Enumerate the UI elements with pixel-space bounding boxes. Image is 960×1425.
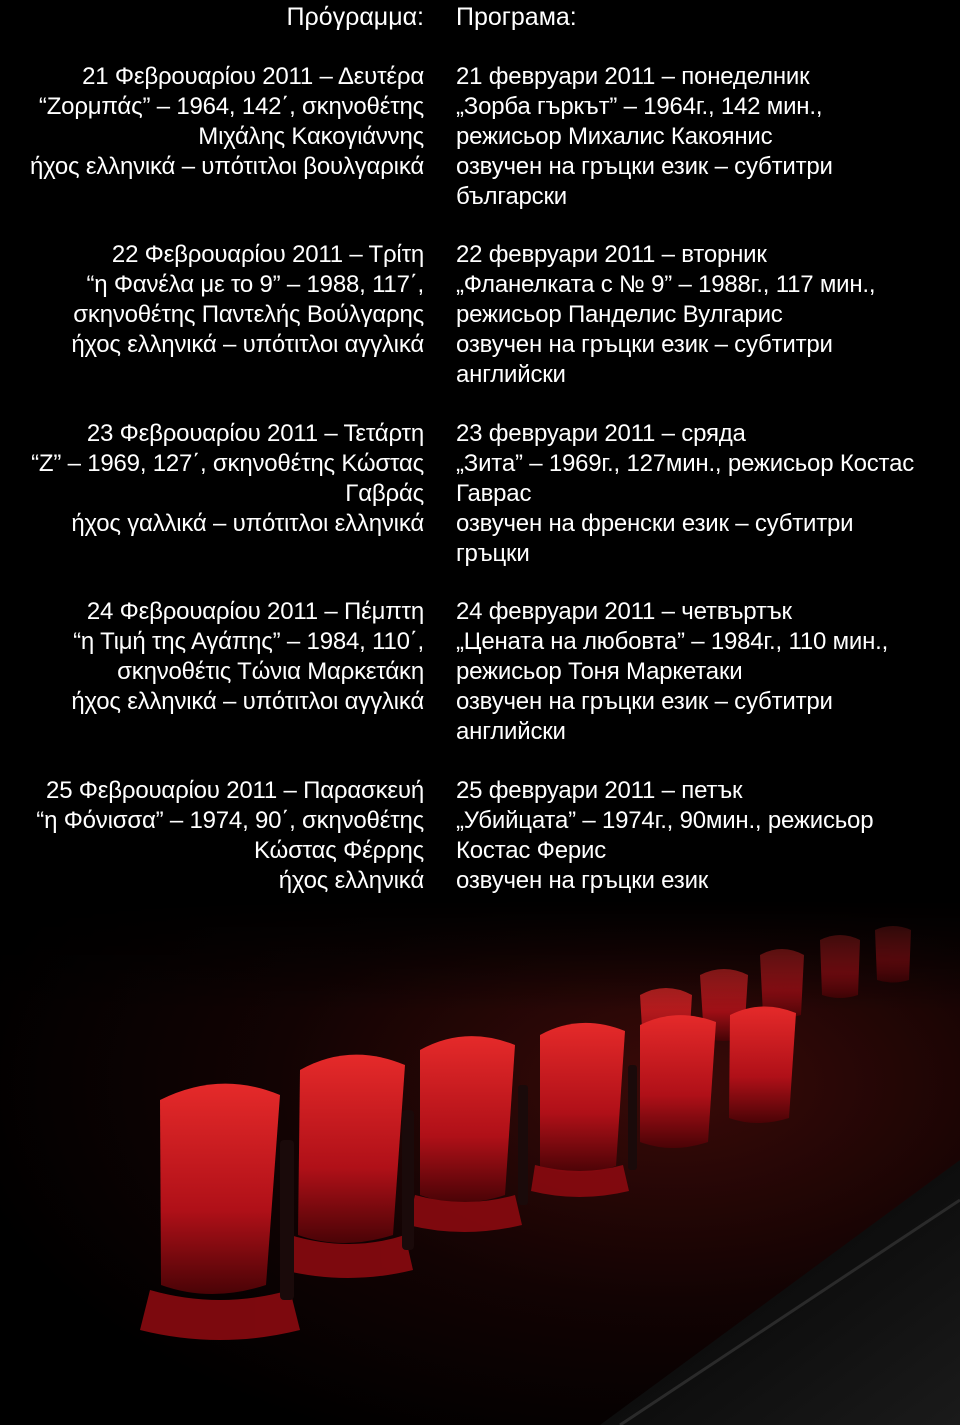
greek-entry-1	[0, 62, 424, 182]
entry-audio-cont: английски	[456, 718, 566, 745]
entry-date: 23 февруари 2011 – сряда	[456, 420, 746, 447]
entry-title: „Фланелката с № 9” – 1988г., 117 мин.,	[456, 271, 876, 298]
bulgarian-entry-1	[456, 62, 956, 212]
cinema-seats-image	[0, 900, 960, 1425]
entry-audio: озвучен на френски език – субтитри	[456, 510, 854, 537]
entry-title: “η Φανέλα με το 9” – 1988, 117΄,	[86, 271, 424, 298]
entry-audio: озвучен на гръцки език – субтитри	[456, 688, 833, 715]
entry-audio-cont: английски	[456, 361, 566, 388]
entry-date: 24 февруари 2011 – четвъртък	[456, 598, 792, 625]
entry-title: “η Τιμή της Αγάπης” – 1984, 110΄,	[73, 628, 424, 655]
entry-director: Костас Ферис	[456, 837, 607, 864]
entry-director: σκηνοθέτις Τώνια Μαρκετάκη	[117, 658, 424, 685]
entry-director: σκηνοθέτης Παντελής Βούλγαρης	[73, 301, 424, 328]
greek-entry-5	[0, 776, 424, 896]
entry-date: 21 Φεβρουαρίου 2011 – Δευτέρα	[82, 63, 424, 90]
entry-director: Гаврас	[456, 480, 532, 507]
entry-audio: озвучен на гръцки език – субтитри	[456, 153, 833, 180]
greek-heading: Πρόγραμμα:	[286, 3, 424, 31]
entry-director: режисьор Тоня Маркетаки	[456, 658, 743, 685]
entry-director: Κώστας Φέρρης	[254, 837, 424, 864]
bulgarian-heading: Програма:	[456, 3, 577, 31]
entry-date: 22 Φεβρουαρίου 2011 – Τρίτη	[111, 241, 424, 268]
greek-entry-3	[0, 419, 424, 539]
entry-date: 24 Φεβρουαρίου 2011 – Πέμπτη	[86, 598, 424, 625]
entry-title: „Зита” – 1969г., 127мин., режисьор Костас	[456, 450, 915, 477]
entry-date: 25 февруари 2011 – петък	[456, 777, 743, 804]
bulgarian-entry-3	[456, 419, 956, 569]
greek-entry-2	[0, 240, 424, 360]
entry-director: Μιχάλης Κακογιάννης	[198, 123, 424, 150]
entry-date: 23 Φεβρουαρίου 2011 – Τετάρτη	[86, 420, 424, 447]
entry-director: режисьор Михалис Какоянис	[456, 123, 773, 150]
entry-title: „Убийцата” – 1974г., 90мин., режисьор	[456, 807, 874, 834]
bulgarian-entry-5	[456, 776, 956, 896]
greek-entry-4	[0, 597, 424, 717]
entry-title: “Ζ” – 1969, 127΄, σκηνοθέτης Κώστας	[31, 450, 424, 477]
entry-audio: озвучен на гръцки език – субтитри	[456, 331, 833, 358]
entry-audio-cont: български	[456, 183, 567, 210]
entry-director: Γαβράς	[345, 480, 424, 507]
entry-audio: озвучен на гръцки език	[456, 867, 709, 894]
entry-audio: ήχος ελληνικά – υπότιτλοι βουλγαρικά	[29, 153, 424, 180]
entry-title: „Зорба гъркът” – 1964г., 142 мин.,	[456, 93, 823, 120]
entry-date: 22 февруари 2011 – вторник	[456, 241, 767, 268]
entry-director: режисьор Панделис Вулгарис	[456, 301, 783, 328]
entry-title: „Цената на любовта” – 1984г., 110 мин.,	[456, 628, 889, 655]
bulgarian-entry-2	[456, 240, 956, 390]
entry-title: “Ζορμπάς” – 1964, 142΄, σκηνοθέτης	[38, 93, 424, 120]
entry-title: “η Φόνισσα” – 1974, 90΄, σκηνοθέτης	[36, 807, 424, 834]
entry-date: 25 Φεβρουαρίου 2011 – Παρασκευή	[46, 777, 424, 804]
entry-audio-cont: гръцки	[456, 540, 530, 567]
entry-audio: ήχος ελληνικά	[278, 867, 424, 894]
entry-audio: ήχος ελληνικά – υπότιτλοι αγγλικά	[71, 331, 424, 358]
entry-date: 21 февруари 2011 – понеделник	[456, 63, 810, 90]
bulgarian-entry-4	[456, 597, 956, 747]
entry-audio: ήχος γαλλικά – υπότιτλοι ελληνικά	[71, 510, 424, 537]
entry-audio: ήχος ελληνικά – υπότιτλοι αγγλικά	[71, 688, 424, 715]
